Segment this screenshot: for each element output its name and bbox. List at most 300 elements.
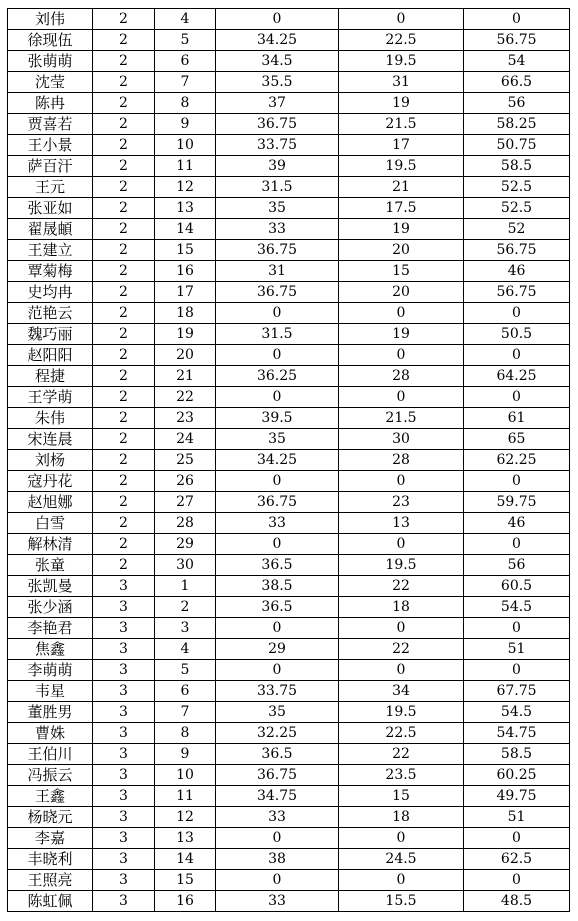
- name-cell: 王伯川: [8, 744, 93, 765]
- number-cell: 21: [155, 366, 216, 387]
- class-cell: 2: [93, 114, 155, 135]
- table-row: [8, 261, 570, 282]
- table-row: [8, 324, 570, 345]
- table-row: [8, 303, 570, 324]
- score-a-cell: 0: [216, 345, 339, 366]
- name-cell: 朱伟: [8, 408, 93, 429]
- number-cell: 6: [155, 681, 216, 702]
- score-b-cell: 0: [339, 828, 464, 849]
- class-cell: 2: [93, 429, 155, 450]
- total-cell: 0: [464, 660, 570, 681]
- total-cell: 54.5: [464, 702, 570, 723]
- score-b-cell: 0: [339, 387, 464, 408]
- score-a-cell: 0: [216, 9, 339, 30]
- score-b-cell: 22: [339, 639, 464, 660]
- class-cell: 2: [93, 93, 155, 114]
- score-b-cell: 15: [339, 261, 464, 282]
- table-row: [8, 891, 570, 912]
- class-cell: 2: [93, 492, 155, 513]
- class-cell: 3: [93, 828, 155, 849]
- score-b-cell: 19.5: [339, 555, 464, 576]
- table-row: [8, 828, 570, 849]
- number-cell: 4: [155, 639, 216, 660]
- name-cell: 曹姝: [8, 723, 93, 744]
- table-row: [8, 765, 570, 786]
- score-b-cell: 19: [339, 219, 464, 240]
- number-cell: 12: [155, 807, 216, 828]
- table-row: [8, 471, 570, 492]
- table-row: [8, 156, 570, 177]
- score-a-cell: 31.5: [216, 177, 339, 198]
- number-cell: 8: [155, 723, 216, 744]
- total-cell: 62.5: [464, 849, 570, 870]
- score-b-cell: 30: [339, 429, 464, 450]
- total-cell: 60.5: [464, 576, 570, 597]
- score-a-cell: 0: [216, 387, 339, 408]
- class-cell: 3: [93, 639, 155, 660]
- class-cell: 3: [93, 807, 155, 828]
- name-cell: 王鑫: [8, 786, 93, 807]
- class-cell: 2: [93, 324, 155, 345]
- class-cell: 2: [93, 156, 155, 177]
- table-row: [8, 387, 570, 408]
- number-cell: 11: [155, 156, 216, 177]
- score-b-cell: 19.5: [339, 156, 464, 177]
- table-row: [8, 366, 570, 387]
- name-cell: 范艳云: [8, 303, 93, 324]
- class-cell: 2: [93, 366, 155, 387]
- score-a-cell: 35: [216, 702, 339, 723]
- score-b-cell: 0: [339, 303, 464, 324]
- name-cell: 李嘉: [8, 828, 93, 849]
- class-cell: 3: [93, 681, 155, 702]
- number-cell: 14: [155, 219, 216, 240]
- total-cell: 58.5: [464, 744, 570, 765]
- name-cell: 王建立: [8, 240, 93, 261]
- table-row: [8, 744, 570, 765]
- score-a-cell: 38.5: [216, 576, 339, 597]
- score-b-cell: 28: [339, 450, 464, 471]
- table-row: [8, 408, 570, 429]
- score-b-cell: 20: [339, 240, 464, 261]
- score-b-cell: 24.5: [339, 849, 464, 870]
- name-cell: 韦星: [8, 681, 93, 702]
- class-cell: 3: [93, 576, 155, 597]
- name-cell: 王学萌: [8, 387, 93, 408]
- total-cell: 64.25: [464, 366, 570, 387]
- class-cell: 2: [93, 387, 155, 408]
- score-a-cell: 36.5: [216, 744, 339, 765]
- score-table-body: [8, 9, 570, 912]
- table-row: [8, 345, 570, 366]
- table-row: [8, 681, 570, 702]
- class-cell: 2: [93, 177, 155, 198]
- number-cell: 22: [155, 387, 216, 408]
- score-b-cell: 28: [339, 366, 464, 387]
- total-cell: 56.75: [464, 282, 570, 303]
- total-cell: 59.75: [464, 492, 570, 513]
- name-cell: 杨晓元: [8, 807, 93, 828]
- score-b-cell: 15.5: [339, 891, 464, 912]
- name-cell: 贾喜若: [8, 114, 93, 135]
- score-a-cell: 33: [216, 513, 339, 534]
- score-a-cell: 0: [216, 303, 339, 324]
- class-cell: 2: [93, 282, 155, 303]
- score-a-cell: 39.5: [216, 408, 339, 429]
- class-cell: 2: [93, 72, 155, 93]
- number-cell: 10: [155, 135, 216, 156]
- name-cell: 刘杨: [8, 450, 93, 471]
- total-cell: 58.25: [464, 114, 570, 135]
- score-b-cell: 18: [339, 597, 464, 618]
- score-a-cell: 33.75: [216, 681, 339, 702]
- score-b-cell: 22.5: [339, 723, 464, 744]
- score-a-cell: 0: [216, 471, 339, 492]
- name-cell: 李艳君: [8, 618, 93, 639]
- name-cell: 赵阳阳: [8, 345, 93, 366]
- number-cell: 23: [155, 408, 216, 429]
- score-a-cell: 33: [216, 891, 339, 912]
- class-cell: 2: [93, 219, 155, 240]
- number-cell: 4: [155, 9, 216, 30]
- total-cell: 50.5: [464, 324, 570, 345]
- class-cell: 2: [93, 51, 155, 72]
- score-b-cell: 0: [339, 870, 464, 891]
- score-a-cell: 36.5: [216, 555, 339, 576]
- name-cell: 王元: [8, 177, 93, 198]
- table-row: [8, 534, 570, 555]
- score-b-cell: 20: [339, 282, 464, 303]
- number-cell: 5: [155, 660, 216, 681]
- total-cell: 54.75: [464, 723, 570, 744]
- class-cell: 2: [93, 471, 155, 492]
- total-cell: 52: [464, 219, 570, 240]
- number-cell: 7: [155, 702, 216, 723]
- table-row: [8, 114, 570, 135]
- name-cell: 王小景: [8, 135, 93, 156]
- class-cell: 2: [93, 135, 155, 156]
- total-cell: 0: [464, 618, 570, 639]
- table-row: [8, 513, 570, 534]
- score-b-cell: 18: [339, 807, 464, 828]
- table-row: [8, 177, 570, 198]
- number-cell: 17: [155, 282, 216, 303]
- number-cell: 24: [155, 429, 216, 450]
- class-cell: 3: [93, 723, 155, 744]
- score-b-cell: 0: [339, 618, 464, 639]
- score-a-cell: 36.75: [216, 114, 339, 135]
- score-a-cell: 31.5: [216, 324, 339, 345]
- name-cell: 张少涵: [8, 597, 93, 618]
- total-cell: 67.75: [464, 681, 570, 702]
- table-row: [8, 93, 570, 114]
- name-cell: 丰晓利: [8, 849, 93, 870]
- table-row: [8, 870, 570, 891]
- class-cell: 3: [93, 786, 155, 807]
- total-cell: 0: [464, 303, 570, 324]
- table-row: [8, 702, 570, 723]
- number-cell: 8: [155, 93, 216, 114]
- score-a-cell: 0: [216, 870, 339, 891]
- class-cell: 3: [93, 870, 155, 891]
- name-cell: 翟晟頔: [8, 219, 93, 240]
- class-cell: 3: [93, 702, 155, 723]
- table-row: [8, 576, 570, 597]
- score-b-cell: 19: [339, 324, 464, 345]
- total-cell: 62.25: [464, 450, 570, 471]
- total-cell: 50.75: [464, 135, 570, 156]
- class-cell: 2: [93, 303, 155, 324]
- score-a-cell: 33.75: [216, 135, 339, 156]
- total-cell: 48.5: [464, 891, 570, 912]
- name-cell: 陈冉: [8, 93, 93, 114]
- number-cell: 9: [155, 114, 216, 135]
- score-a-cell: 33: [216, 807, 339, 828]
- number-cell: 5: [155, 30, 216, 51]
- score-b-cell: 17.5: [339, 198, 464, 219]
- number-cell: 1: [155, 576, 216, 597]
- name-cell: 张亚如: [8, 198, 93, 219]
- number-cell: 26: [155, 471, 216, 492]
- table-row: [8, 849, 570, 870]
- score-b-cell: 15: [339, 786, 464, 807]
- number-cell: 14: [155, 849, 216, 870]
- number-cell: 18: [155, 303, 216, 324]
- class-cell: 2: [93, 198, 155, 219]
- name-cell: 冯振云: [8, 765, 93, 786]
- table-row: [8, 72, 570, 93]
- name-cell: 程捷: [8, 366, 93, 387]
- number-cell: 6: [155, 51, 216, 72]
- name-cell: 张童: [8, 555, 93, 576]
- score-a-cell: 35.5: [216, 72, 339, 93]
- table-row: [8, 492, 570, 513]
- total-cell: 46: [464, 261, 570, 282]
- number-cell: 9: [155, 744, 216, 765]
- score-b-cell: 0: [339, 471, 464, 492]
- total-cell: 52.5: [464, 198, 570, 219]
- score-a-cell: 34.25: [216, 450, 339, 471]
- table-row: [8, 723, 570, 744]
- class-cell: 2: [93, 9, 155, 30]
- score-b-cell: 0: [339, 660, 464, 681]
- score-b-cell: 0: [339, 345, 464, 366]
- score-a-cell: 32.25: [216, 723, 339, 744]
- number-cell: 29: [155, 534, 216, 555]
- number-cell: 27: [155, 492, 216, 513]
- score-a-cell: 29: [216, 639, 339, 660]
- class-cell: 3: [93, 597, 155, 618]
- number-cell: 20: [155, 345, 216, 366]
- score-a-cell: 36.25: [216, 366, 339, 387]
- class-cell: 3: [93, 765, 155, 786]
- name-cell: 张凯曼: [8, 576, 93, 597]
- number-cell: 10: [155, 765, 216, 786]
- number-cell: 25: [155, 450, 216, 471]
- class-cell: 2: [93, 408, 155, 429]
- name-cell: 焦鑫: [8, 639, 93, 660]
- score-a-cell: 33: [216, 219, 339, 240]
- score-a-cell: 31: [216, 261, 339, 282]
- score-a-cell: 36.75: [216, 492, 339, 513]
- total-cell: 49.75: [464, 786, 570, 807]
- name-cell: 刘伟: [8, 9, 93, 30]
- name-cell: 白雪: [8, 513, 93, 534]
- name-cell: 李萌萌: [8, 660, 93, 681]
- score-a-cell: 36.75: [216, 240, 339, 261]
- name-cell: 覃菊梅: [8, 261, 93, 282]
- total-cell: 51: [464, 639, 570, 660]
- total-cell: 60.25: [464, 765, 570, 786]
- table-row: [8, 597, 570, 618]
- name-cell: 赵旭娜: [8, 492, 93, 513]
- class-cell: 2: [93, 240, 155, 261]
- table-row: [8, 450, 570, 471]
- table-row: [8, 639, 570, 660]
- total-cell: 56: [464, 93, 570, 114]
- total-cell: 0: [464, 828, 570, 849]
- score-b-cell: 22.5: [339, 30, 464, 51]
- total-cell: 56.75: [464, 30, 570, 51]
- number-cell: 13: [155, 198, 216, 219]
- total-cell: 65: [464, 429, 570, 450]
- total-cell: 0: [464, 387, 570, 408]
- score-b-cell: 23.5: [339, 765, 464, 786]
- name-cell: 宋连晨: [8, 429, 93, 450]
- class-cell: 2: [93, 30, 155, 51]
- total-cell: 0: [464, 9, 570, 30]
- name-cell: 解林清: [8, 534, 93, 555]
- total-cell: 66.5: [464, 72, 570, 93]
- total-cell: 56: [464, 555, 570, 576]
- score-b-cell: 23: [339, 492, 464, 513]
- name-cell: 张萌萌: [8, 51, 93, 72]
- score-a-cell: 0: [216, 618, 339, 639]
- class-cell: 2: [93, 345, 155, 366]
- number-cell: 15: [155, 240, 216, 261]
- score-a-cell: 37: [216, 93, 339, 114]
- table-row: [8, 30, 570, 51]
- table-row: [8, 807, 570, 828]
- score-a-cell: 0: [216, 828, 339, 849]
- class-cell: 2: [93, 534, 155, 555]
- table-row: [8, 786, 570, 807]
- number-cell: 11: [155, 786, 216, 807]
- score-b-cell: 17: [339, 135, 464, 156]
- table-row: [8, 555, 570, 576]
- number-cell: 16: [155, 891, 216, 912]
- score-b-cell: 19: [339, 93, 464, 114]
- number-cell: 3: [155, 618, 216, 639]
- score-a-cell: 39: [216, 156, 339, 177]
- score-b-cell: 0: [339, 9, 464, 30]
- score-b-cell: 19.5: [339, 702, 464, 723]
- number-cell: 2: [155, 597, 216, 618]
- score-b-cell: 21.5: [339, 114, 464, 135]
- score-a-cell: 34.25: [216, 30, 339, 51]
- name-cell: 萨百汗: [8, 156, 93, 177]
- class-cell: 3: [93, 744, 155, 765]
- total-cell: 54.5: [464, 597, 570, 618]
- score-b-cell: 31: [339, 72, 464, 93]
- class-cell: 3: [93, 891, 155, 912]
- total-cell: 0: [464, 345, 570, 366]
- score-a-cell: 0: [216, 660, 339, 681]
- name-cell: 史均冉: [8, 282, 93, 303]
- table-row: [8, 240, 570, 261]
- table-row: [8, 219, 570, 240]
- name-cell: 徐现伍: [8, 30, 93, 51]
- score-b-cell: 34: [339, 681, 464, 702]
- class-cell: 2: [93, 513, 155, 534]
- score-a-cell: 34.75: [216, 786, 339, 807]
- table-row: [8, 660, 570, 681]
- score-a-cell: 36.75: [216, 765, 339, 786]
- total-cell: 0: [464, 870, 570, 891]
- total-cell: 0: [464, 471, 570, 492]
- class-cell: 2: [93, 555, 155, 576]
- score-a-cell: 36.75: [216, 282, 339, 303]
- total-cell: 56.75: [464, 240, 570, 261]
- score-a-cell: 35: [216, 198, 339, 219]
- number-cell: 28: [155, 513, 216, 534]
- name-cell: 魏巧丽: [8, 324, 93, 345]
- number-cell: 15: [155, 870, 216, 891]
- score-b-cell: 22: [339, 744, 464, 765]
- total-cell: 0: [464, 534, 570, 555]
- name-cell: 董胜男: [8, 702, 93, 723]
- class-cell: 3: [93, 660, 155, 681]
- score-b-cell: 13: [339, 513, 464, 534]
- class-cell: 3: [93, 849, 155, 870]
- score-a-cell: 0: [216, 534, 339, 555]
- number-cell: 7: [155, 72, 216, 93]
- name-cell: 陈虹佩: [8, 891, 93, 912]
- score-b-cell: 21.5: [339, 408, 464, 429]
- total-cell: 52.5: [464, 177, 570, 198]
- number-cell: 13: [155, 828, 216, 849]
- table-row: [8, 51, 570, 72]
- class-cell: 2: [93, 450, 155, 471]
- number-cell: 12: [155, 177, 216, 198]
- number-cell: 19: [155, 324, 216, 345]
- total-cell: 54: [464, 51, 570, 72]
- name-cell: 寇丹花: [8, 471, 93, 492]
- total-cell: 58.5: [464, 156, 570, 177]
- table-row: [8, 282, 570, 303]
- score-a-cell: 35: [216, 429, 339, 450]
- number-cell: 16: [155, 261, 216, 282]
- table-row: [8, 135, 570, 156]
- name-cell: 沈莹: [8, 72, 93, 93]
- score-b-cell: 21: [339, 177, 464, 198]
- score-a-cell: 36.5: [216, 597, 339, 618]
- table-row: [8, 9, 570, 30]
- number-cell: 30: [155, 555, 216, 576]
- score-a-cell: 34.5: [216, 51, 339, 72]
- score-table: [7, 8, 570, 912]
- score-b-cell: 0: [339, 534, 464, 555]
- total-cell: 61: [464, 408, 570, 429]
- score-a-cell: 38: [216, 849, 339, 870]
- score-b-cell: 19.5: [339, 51, 464, 72]
- class-cell: 2: [93, 261, 155, 282]
- total-cell: 51: [464, 807, 570, 828]
- table-row: [8, 429, 570, 450]
- table-row: [8, 198, 570, 219]
- total-cell: 46: [464, 513, 570, 534]
- name-cell: 王照亮: [8, 870, 93, 891]
